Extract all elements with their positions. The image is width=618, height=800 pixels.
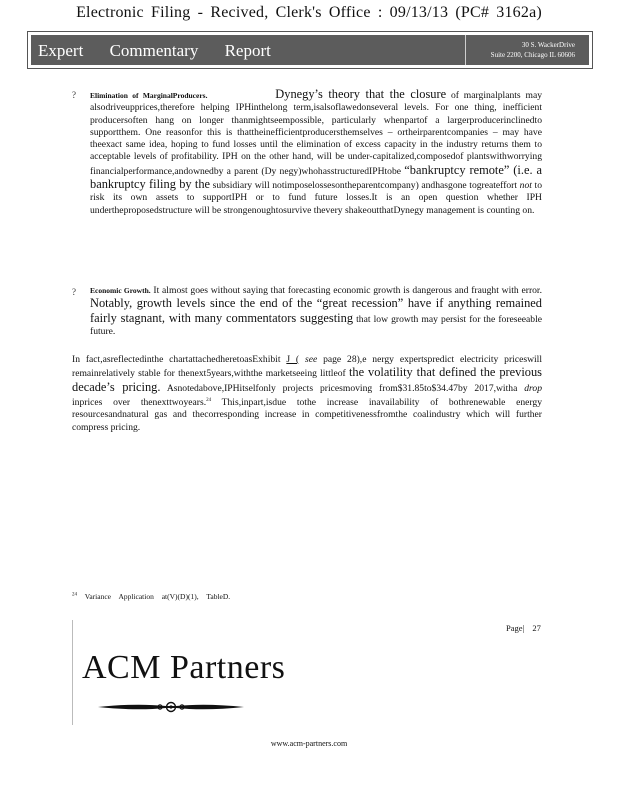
banner-address [465, 35, 589, 65]
italic-text: see [304, 354, 318, 365]
footnote-number: 24 [72, 592, 77, 598]
section-economic-growth [90, 285, 542, 338]
filing-stamp-line: Electronic Filing - Recived, Clerk's Office : 09/13/13 (PC# 3162a) [76, 4, 542, 21]
body-text: to risk its own assets to supportIPH or to fund future losses.It is an open question whether IPH undertheproposedstructure will be strongenoughtosurvive thevery shakeoutthatDynegy management is counting on. [90, 180, 542, 216]
flourish-ornament-icon [96, 699, 246, 715]
banner-bar [31, 35, 589, 65]
emphasis-text: the volatility that defined the previous decade’s pricing. [72, 365, 542, 394]
body-text: inprices over thenexttwoyears. [72, 397, 207, 409]
banner-title-word: Expert [38, 41, 84, 60]
body-text: that low growth may persist for the foreseeable future. [90, 313, 543, 337]
emphasis-text: “bankruptcy remote” (i.e. a bankruptcy filing by the [90, 162, 542, 192]
body-text: It almost goes without saying that forecasting economic growth is dangerous and fraught with error. [150, 285, 543, 296]
section-heading: Elimination of MarginalProducers. [90, 91, 208, 100]
address-line-2: Suite 2200, Chicago IL 60606 [490, 51, 575, 59]
address-line-1: 30 S. WackerDrive [521, 41, 575, 49]
body-text: Asnotedabove,IPHitselfonly projects pricesmoving from$31.85to$34.47by 2017,witha [160, 382, 525, 394]
italic-text: drop [524, 382, 542, 394]
bullet-mark: ? [72, 90, 76, 100]
section-heading: Economic Growth. [90, 286, 151, 295]
body-text: In fact,asreflectedinthe chartattachedheretoasExhibit [72, 354, 287, 365]
website-url: www.acm-partners.com [270, 739, 348, 748]
footnote-marker: 24 [206, 397, 212, 403]
banner-title [38, 41, 293, 61]
emphasis-text: Dynegy’s theory that the closure [275, 87, 447, 101]
section-price-outlook [72, 354, 542, 434]
body-text: This,inpart,isdue tothe increase inavailability of bothrenewable energy resourcesandnatural gas and thecorresponding increase in competitivenessfromthe coalindustry which will further compress pricing. [72, 397, 542, 433]
emphasis-text: Notably, growth levels since the end of the “great recession” have if anything remained fairly stagnant, with many commentators suggesting [90, 296, 542, 325]
section-marginal-producers [90, 88, 542, 217]
side-rule [72, 620, 73, 725]
body-text: of marginalplants may alsodriveupprices,therefore helping IPHinthelong term,isalsoflawedonseveral levels. For one thing, inefficient producersoften hang on longer thanmightseempossible, particularly whenpartof a largerproducerinclinedto supportthem. One reasonfor this is thattheinefficientproducersthemselves – ortheirparentcompanies – may have theexact same idea, hoping to fund losses until the elimination of excess capacity in the industry returns them to acceptable levels of profitability. IPH on the other hand, will be under-capitalized,composedof plantswithworrying financialperformance,andownedby a parent (Dy negy)whohasstructuredIPHtobe [90, 90, 543, 177]
report-banner [27, 31, 593, 69]
banner-title-word: Commentary [109, 41, 199, 60]
page-number: Page| 27 [506, 623, 541, 633]
body-text: subsidiary will notimposelossesontheparentcompany) andhasgone togreateffort [210, 180, 520, 192]
company-logo: ACM Partners [82, 649, 286, 686]
body-text: page 28),e nergy expertspredict electricity priceswill remainrelatively stable for thenext5years,withthe marketseeing littleof [72, 354, 543, 380]
footnote-text: Variance Application at(V)(D)(1), TableD. [84, 592, 231, 601]
italic-text: not [519, 180, 532, 192]
exhibit-reference: J ( [286, 354, 300, 365]
footnote [72, 592, 230, 601]
banner-title-word: Report [224, 41, 271, 60]
bullet-mark: ? [72, 287, 76, 297]
